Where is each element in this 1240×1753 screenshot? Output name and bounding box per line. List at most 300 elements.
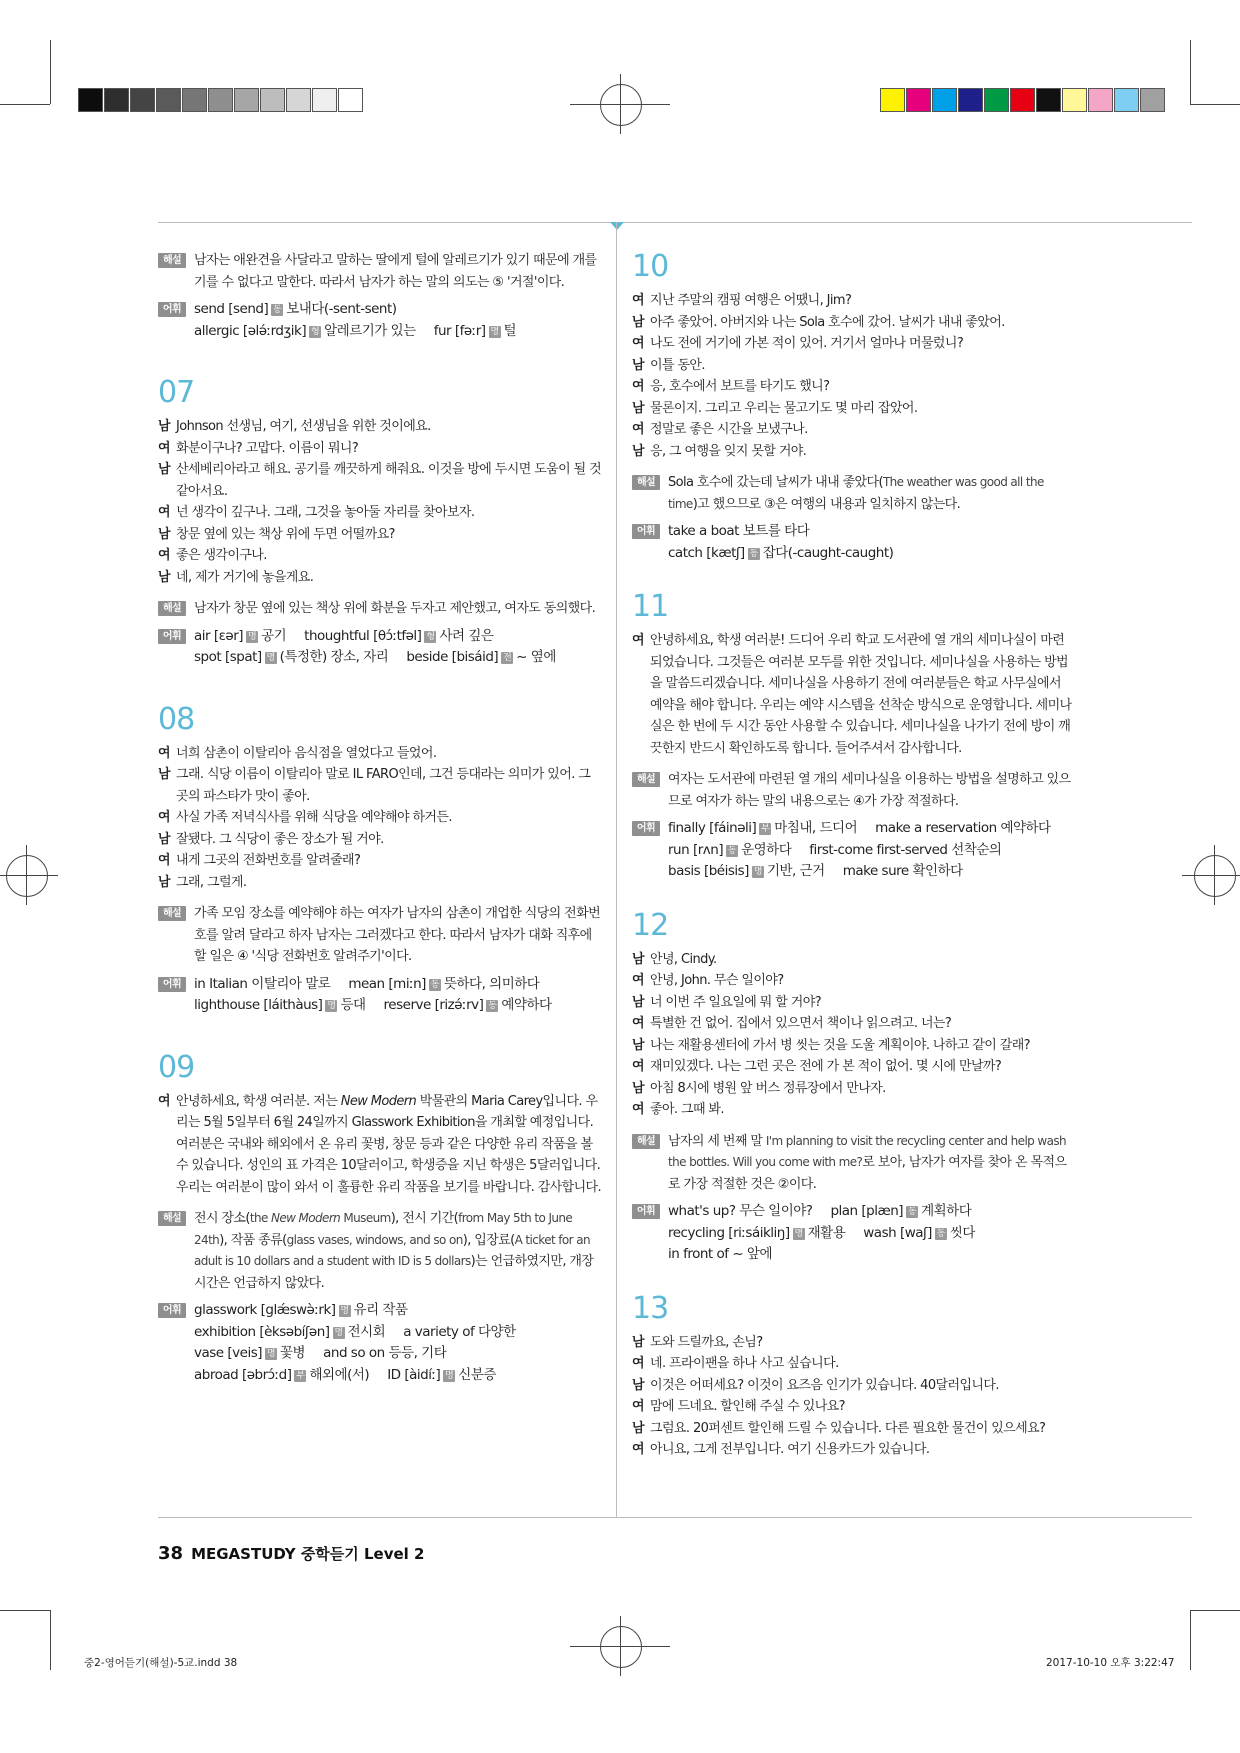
- top-rule-marker: [610, 222, 624, 230]
- vocab-row: [194, 299, 602, 321]
- registration-mark: [620, 1616, 621, 1676]
- vocab-meaning: ~ 앞에: [732, 1246, 773, 1262]
- registration-mark: [1194, 855, 1236, 897]
- dialogue-line: [632, 949, 1072, 971]
- vocab-entry: [194, 628, 286, 644]
- vocab-block: [158, 974, 602, 1017]
- line-text: Johnson 선생님, 여기, 선생님을 위한 것이에요.: [176, 419, 431, 434]
- explanation-badge: 해설: [158, 601, 186, 616]
- dialogue: [158, 743, 602, 894]
- line-text: 네, 제가 거기에 놓을게요.: [176, 569, 314, 585]
- explanation-badge: 해설: [158, 1211, 186, 1226]
- vocab-meaning: 보트를 타다: [742, 523, 810, 539]
- speaker-label: 남: [632, 1334, 644, 1350]
- dialogue-line: [632, 1332, 1072, 1354]
- vocab-entry: [668, 1225, 845, 1241]
- dialogue: [158, 416, 602, 588]
- speaker-label: 여: [632, 973, 644, 988]
- gray-swatch-bar: [78, 88, 364, 114]
- speaker-label: 남: [632, 400, 644, 416]
- line-text: 아니요, 그게 전부입니다. 여기 신용카드가 있습니다.: [650, 1442, 930, 1457]
- vocab-meaning: 사려 깊은: [439, 627, 494, 644]
- vocab-block: [632, 521, 1072, 564]
- vocab-meaning: 전시회: [347, 1323, 386, 1340]
- vocab-badge: 어휘: [632, 821, 660, 836]
- section-number: 08: [158, 701, 195, 737]
- vocab-row: [194, 1343, 602, 1365]
- vocab-entry: [194, 997, 366, 1013]
- museum-name: New Modern: [270, 1211, 341, 1225]
- explanation-english: The weather was good all the time: [668, 475, 1044, 511]
- page-footer: [158, 1543, 424, 1564]
- part-of-speech-badge: 동: [430, 979, 440, 990]
- color-swatch: [1062, 88, 1087, 112]
- vocab-entry: [387, 1367, 496, 1383]
- speaker-label: 여: [158, 745, 170, 761]
- vocab-word: send [send]: [194, 301, 269, 317]
- part-of-speech-badge: 형: [311, 326, 320, 337]
- vocab-word: basis [béisis]: [668, 863, 749, 879]
- line-text: 특별한 건 없어. 집에서 있으면서 책이나 읽으려고. 너는?: [650, 1016, 952, 1031]
- part-of-speech-badge: 동: [936, 1228, 945, 1239]
- vocab-meaning: 보내다(-sent-sent): [286, 301, 397, 317]
- line-text: 너 이번 주 일요일에 뭐 할 거야?: [650, 994, 821, 1010]
- vocab-entry: [194, 323, 416, 339]
- vocab-meaning: 마침내, 드디어: [774, 820, 858, 836]
- registration-mark: [6, 855, 48, 897]
- line-text: 그래, 그럴게.: [176, 874, 247, 890]
- dialogue-line: [632, 1353, 1072, 1375]
- color-swatch: [260, 88, 285, 112]
- color-swatch: [1114, 88, 1139, 112]
- line-text: 산세베리아라고 해요. 공기를 깨끗하게 해줘요. 이것을 방에 두시면 도움이 될 것 같아서요.: [176, 462, 602, 499]
- dialogue-line: [632, 333, 1072, 355]
- vocab-meaning: 알레르기가 있는: [324, 322, 416, 339]
- speaker-label: 남: [158, 831, 170, 847]
- dialogue-line: [158, 524, 602, 546]
- vocab-word: air [ɛər]: [194, 627, 244, 644]
- section-07: [158, 376, 602, 669]
- vocab-word: in Italian: [194, 975, 248, 992]
- color-swatch: [182, 88, 207, 112]
- vocab-entry: [863, 1225, 975, 1241]
- vocab-meaning: 뜻하다, 의미하다: [443, 975, 540, 992]
- vocab-entry: [194, 1345, 305, 1361]
- top-rule: [158, 222, 1192, 223]
- part-of-speech-badge: 명: [334, 1327, 343, 1338]
- color-swatch: [78, 88, 103, 112]
- color-swatch: [1088, 88, 1113, 112]
- vocab-meaning: ~ 옆에: [516, 649, 556, 665]
- explanation-badge: 해설: [158, 253, 186, 268]
- line-text: 좋은 생각이구나.: [176, 548, 267, 563]
- part-of-speech-badge: 부: [296, 1370, 305, 1381]
- color-swatch: [234, 88, 259, 112]
- vocab-meaning: 재활용: [807, 1224, 846, 1241]
- line-text: 응, 그 여행을 잊지 못할 거야.: [650, 443, 807, 459]
- vocab-word: mean [miːn]: [348, 975, 426, 992]
- vocab-word: recycling [riːsáikliŋ]: [668, 1224, 790, 1241]
- speaker-label: 남: [632, 1080, 644, 1096]
- vocab-entry: [668, 1246, 772, 1262]
- dialogue-line: [158, 438, 602, 460]
- speaker-label: 여: [632, 1059, 644, 1074]
- explanation-block: [158, 598, 602, 620]
- dialogue-line: [158, 872, 602, 894]
- section-number: 07: [158, 375, 195, 410]
- vocab-entry: [194, 1367, 369, 1383]
- dialogue-line: [632, 1056, 1072, 1078]
- registration-mark: [0, 875, 58, 876]
- part-of-speech-badge: 동: [727, 845, 737, 856]
- explanation-english: glass vases, windows, and so on: [286, 1232, 463, 1247]
- explanation-text: 여자는 도서관에 마련된 열 개의 세미나실을 이용하는 방법을 설명하고 있으므로 여자가 하는 말의 내용으로는 ④가 가장 적절하다.: [668, 772, 1071, 809]
- speaker-label: 남: [632, 314, 644, 330]
- vocab-row: [668, 543, 1072, 565]
- registration-mark: [1214, 845, 1215, 905]
- vocab-word: fur [fəːr]: [433, 322, 486, 339]
- part-of-speech-badge: 명: [445, 1370, 454, 1381]
- registration-mark: [1182, 875, 1240, 876]
- explanation-text: 남자는 애완견을 사달라고 말하는 딸에게 털에 알레르기가 있기 때문에 개를 기를 수 없다고 말한다. 따라서 남자가 하는 말의 의도는 ⑤ '거절'이다.: [194, 253, 597, 290]
- vocab-meaning: 선착순의: [951, 841, 1002, 858]
- speaker-label: 남: [158, 767, 170, 782]
- line-text: 정말로 좋은 시간을 보냈구나.: [650, 422, 808, 437]
- vocab-meaning: 예약하다: [501, 997, 552, 1013]
- explanation-text: )고 했으므로 ③은 여행의 내용과 일치하지 않는다.: [692, 496, 961, 512]
- color-swatch: [1140, 88, 1165, 112]
- speaker-label: 남: [632, 951, 644, 967]
- dialogue-line: [632, 992, 1072, 1014]
- line-text: 사실 가족 저녁식사를 위해 식당을 예약해야 하거든.: [176, 810, 452, 825]
- section-number: 09: [158, 1049, 195, 1085]
- vocab-word: in front of: [668, 1246, 729, 1262]
- dialogue: [632, 290, 1072, 462]
- vocab-row: [668, 521, 1072, 543]
- speaker-label: 여: [632, 336, 644, 351]
- vocab-word: make a reservation: [875, 820, 997, 836]
- line-text: 좋아. 그때 봐.: [650, 1102, 724, 1117]
- vocab-word: a variety of: [403, 1323, 475, 1340]
- vocab-meaning: 공기: [261, 627, 287, 644]
- speaker-label: 여: [632, 1102, 644, 1117]
- part-of-speech-badge: 명: [266, 1349, 276, 1359]
- vocab-meaning: 씻다: [949, 1224, 975, 1241]
- monologue: [158, 1091, 602, 1199]
- section-number: 13: [632, 1290, 669, 1326]
- vocab-entry: [668, 820, 857, 836]
- color-swatch: [1036, 88, 1061, 112]
- vocab-entry: [668, 863, 825, 879]
- crop-mark: [0, 1610, 50, 1611]
- section-number: 10: [632, 249, 669, 284]
- vocab-row: [668, 861, 1072, 883]
- section-13: [632, 1292, 1072, 1461]
- vocab-word: allergic [ələ́ːrdʒik]: [194, 322, 307, 339]
- dialogue-line: [632, 398, 1072, 420]
- vocab-meaning: 꽃병: [280, 1345, 306, 1361]
- vocab-block: [632, 818, 1072, 883]
- vocab-row: [194, 626, 602, 648]
- crop-mark: [1190, 1610, 1191, 1670]
- line-text: 그래. 식당 이름이 이탈리아 말로 IL FARO인데, 그건 등대라는 의미가 있어. 그곳의 파스타가 맛이 좋아.: [176, 767, 591, 804]
- explanation-block: [158, 903, 602, 968]
- line-text: 아침 8시에 병원 앞 버스 정류장에서 만나자.: [650, 1080, 886, 1096]
- explanation-text: ), 작품 종류(: [219, 1232, 287, 1248]
- line-text: 잘됐다. 그 식당이 좋은 장소가 될 거야.: [176, 831, 384, 847]
- dialogue-line: [632, 1439, 1072, 1461]
- line-text: 안녕, Cindy.: [650, 951, 717, 967]
- vocab-badge: 어휘: [158, 302, 186, 317]
- explanation-english: A ticket for an adult is 10 dollars and a student with ID is 5 dollars: [194, 1232, 590, 1268]
- color-swatch: [312, 88, 337, 112]
- part-of-speech-badge: 명: [490, 326, 499, 337]
- vocab-meaning: 신분증: [458, 1366, 496, 1383]
- color-swatch: [208, 88, 233, 112]
- line-text: 이틀 동안.: [650, 357, 705, 373]
- vocab-word: beside [bisáid]: [406, 649, 499, 665]
- vocab-word: spot [spat]: [194, 649, 262, 665]
- dialogue-line: [632, 355, 1072, 377]
- speaker-label: 남: [632, 1037, 644, 1053]
- right-column: [632, 250, 1072, 1461]
- slug-file: 중2-영어듣기(해설)-5교.indd 38: [84, 1657, 238, 1669]
- vocab-meaning: 등등, 기타: [388, 1345, 447, 1361]
- book-title: MEGASTUDY 중학듣기 Level 2: [191, 1545, 425, 1563]
- line-text: 맘에 드네요. 할인해 주실 수 있나요?: [650, 1399, 845, 1414]
- speaker-label: 남: [158, 874, 170, 890]
- vocab-word: finally [fáinəli]: [668, 820, 757, 836]
- speaker-label: 여: [632, 1016, 644, 1031]
- line-text: 네. 프라이팬을 하나 사고 싶습니다.: [650, 1356, 839, 1371]
- line-text: 창문 옆에 있는 책상 위에 두면 어떨까요?: [176, 526, 395, 542]
- dialogue-line: [158, 545, 602, 567]
- dialogue-line: [158, 459, 602, 502]
- vocab-word: catch [kætʃ]: [668, 544, 745, 561]
- line-text: 화분이구나? 고맙다. 이름이 뭐니?: [176, 440, 359, 456]
- vocab-entry: [830, 1203, 971, 1219]
- vocab-meaning: 이탈리아 말로: [251, 975, 331, 992]
- dialogue-line: [632, 312, 1072, 334]
- vocab-entry: [668, 1203, 812, 1219]
- speaker-label: 남: [158, 462, 170, 477]
- dialogue-line: [158, 1091, 602, 1199]
- vocab-entry: [194, 301, 397, 317]
- vocab-entry: [668, 523, 809, 539]
- vocab-row: [668, 840, 1072, 862]
- vocab-row: [194, 647, 602, 669]
- vocab-entry: [406, 649, 556, 665]
- color-swatch: [130, 88, 155, 112]
- dialogue-line: [158, 567, 602, 589]
- dialogue-line: [632, 630, 1072, 759]
- vocab-entry: [348, 976, 539, 992]
- dialogue-line: [158, 850, 602, 872]
- part-of-speech-badge: 명: [794, 1228, 803, 1239]
- color-swatch: [104, 88, 129, 112]
- explanation-text: 남자가 창문 옆에 있는 책상 위에 화분을 두자고 제안했고, 여자도 동의했다.: [194, 601, 596, 616]
- explanation-badge: 해설: [632, 1134, 660, 1149]
- vocab-row: [194, 1300, 602, 1322]
- line-text: 너희 삼촌이 이탈리아 음식점을 열었다고 들었어.: [176, 745, 437, 761]
- vocab-word: first-come first-served: [809, 841, 948, 858]
- line-text: 나는 재활용센터에 가서 병 씻는 것을 도울 계획이야. 나하고 같이 갈래?: [650, 1037, 1030, 1053]
- vocab-meaning: 기반, 근거: [766, 863, 825, 879]
- dialogue: [632, 1332, 1072, 1461]
- section-08: [158, 703, 602, 1017]
- explanation-badge: 해설: [158, 906, 186, 921]
- speaker-label: 여: [632, 293, 644, 308]
- line-text: 아주 좋았어. 아버지와 나는 Sola 호수에 갔어. 날씨가 내내 좋았어.: [650, 314, 1005, 330]
- museum-name: New Modern: [340, 1093, 417, 1109]
- speaker-label: 여: [632, 379, 644, 394]
- color-swatch: [286, 88, 311, 112]
- explanation-text: 남자의 세 번째 말: [668, 1133, 766, 1149]
- vocab-row: [194, 995, 602, 1017]
- speaker-label: 남: [632, 443, 644, 459]
- column-divider: [616, 222, 617, 1517]
- line-text: 도와 드릴까요, 손님?: [650, 1334, 763, 1350]
- vocab-row: [194, 321, 602, 343]
- speaker-label: 남: [632, 994, 644, 1010]
- vocab-entry: [843, 863, 963, 879]
- vocab-entry: [304, 628, 493, 644]
- section-09: [158, 1051, 602, 1387]
- speaker-label: 여: [158, 505, 170, 520]
- part-of-speech-badge: 명: [266, 653, 275, 663]
- vocab-word: thoughtful [θɔ́ːtfəl]: [304, 627, 422, 644]
- section-number: 11: [632, 589, 669, 624]
- vocab-word: wash [waʃ]: [863, 1224, 932, 1241]
- vocab-meaning: 운영하다: [741, 841, 792, 858]
- part-of-speech-badge: 명: [753, 867, 763, 877]
- dialogue-line: [158, 416, 602, 438]
- part-of-speech-badge: 명: [247, 631, 257, 642]
- vocab-word: lighthouse [láithàus]: [194, 997, 323, 1013]
- vocab-entry: [875, 820, 1050, 836]
- monologue: [632, 630, 1072, 759]
- speaker-label: 남: [632, 1420, 644, 1436]
- speaker-label: 여: [158, 440, 170, 456]
- explanation-text: 로 보아, 남자가 여자를 찾아 온 목적으로 가장 적절한 것은 ②이다.: [668, 1155, 1067, 1192]
- part-of-speech-badge: 명: [340, 1306, 349, 1316]
- vocab-word: vase [veis]: [194, 1345, 263, 1361]
- vocab-entry: [668, 842, 791, 858]
- explanation-text: ), 입장료(: [462, 1232, 515, 1248]
- vocab-word: abroad [əbrɔ́ːd]: [194, 1366, 292, 1383]
- bottom-rule: [158, 1517, 1192, 1518]
- line-text: 넌 생각이 깊구나. 그래, 그것을 놓아둘 자리를 찾아보자.: [176, 505, 475, 520]
- dialogue-line: [632, 970, 1072, 992]
- vocab-meaning: 확인하다: [912, 863, 963, 879]
- color-swatch: [1010, 88, 1035, 112]
- speaker-label: 여: [158, 810, 170, 825]
- vocab-block: [158, 626, 602, 669]
- speaker-label: 남: [158, 569, 170, 585]
- dialogue-line: [632, 1418, 1072, 1440]
- explanation-badge: 해설: [632, 772, 660, 787]
- line-text: 안녕하세요, 학생 여러분. 저는: [176, 1093, 341, 1109]
- explanation-block: [632, 769, 1072, 812]
- page-number: 38: [158, 1543, 184, 1564]
- crop-mark: [50, 1610, 51, 1670]
- line-text: 안녕하세요, 학생 여러분! 드디어 우리 학교 도서관에 열 개의 세미나실이 마련되었습니다. 그것들은 여러분 모두를 위한 것입니다. 세미나실을 사용하는 방법을 말씀드리겠습니다. 세미나실을 사용하기 전에 여러분들은 학교 사무실에서 예약을 해야 합니다. 우리는 예약 시스템을 선착순 방식으로 운영합니다. 세미나실은 한 번에 두 시간 동안 사용할 수 있습니다. 세미나실을 나가기 전에 방이 깨끗한지 반드시 확인하도록 합니다. 들어주셔서 감사합니다.: [650, 633, 1072, 756]
- crop-mark: [50, 40, 51, 104]
- vocab-row: [668, 1244, 1072, 1266]
- vocab-meaning: 예약하다: [1000, 820, 1051, 836]
- part-of-speech-badge: 동: [488, 1001, 497, 1011]
- color-swatch: [958, 88, 983, 112]
- line-text: 이것은 어떠세요? 이것이 요즈음 인기가 있습니다. 40달러입니다.: [650, 1377, 999, 1393]
- explanation-english: I'm planning to visit the recycling center and help wash the bottles. Will you come with me?: [668, 1133, 1067, 1169]
- explanation-text: 전시 장소(: [194, 1211, 250, 1226]
- part-of-speech-badge: 부: [761, 824, 770, 834]
- line-text: 그럼요. 20퍼센트 할인해 드릴 수 있습니다. 다른 필요한 물건이 있으세요?: [650, 1420, 1046, 1436]
- explanation-text: 가족 모임 장소를 예약해야 하는 여자가 남자의 삼촌이 개업한 식당의 전화번호를 알려 달라고 하자 남자는 그러겠다고 한다. 따라서 남자가 대화 직후에 할 일은 ④ '식당 전화번호 알려주기'이다.: [194, 906, 601, 964]
- vocab-word: ID [àidíː]: [387, 1366, 441, 1383]
- explanation-block: [632, 1131, 1072, 1196]
- explanation-text: ), 전시 기간(: [390, 1211, 459, 1226]
- dialogue-line: [632, 441, 1072, 463]
- line-text: 내게 그곳의 전화번호를 알려줄래?: [176, 853, 361, 868]
- section-11: [632, 590, 1072, 883]
- vocab-word: and so on: [323, 1345, 385, 1361]
- dialogue-line: [632, 376, 1072, 398]
- vocab-meaning: 계획하다: [921, 1203, 972, 1219]
- line-text: 나도 전에 거기에 가본 적이 있어. 거기서 얼마나 머물렀니?: [650, 336, 964, 351]
- part-of-speech-badge: 전: [503, 653, 512, 663]
- line-text: 안녕, John. 무슨 일이야?: [650, 973, 784, 988]
- vocab-meaning: 잡다(-caught-caught): [762, 544, 894, 561]
- line-text: 박물관의 Maria Carey입니다. 우리는 5월 5일부터 6월 24일까지 Glasswork Exhibition을 개최할 예정입니다. 여러분은 국내와 해외에서 온 유리 꽃병, 창문 등과 같은 다양한 유리 작품을 볼 수 있습니다. 성인의 표 가격은 10달러이고, 학생증을 지닌 학생은 5달러입니다. 우리는 여러분이 많이 와서 이 훌륭한 유리 작품을 보기를 바랍니다. 감사합니다.: [176, 1093, 602, 1195]
- line-text: 응, 호수에서 보트를 타기도 했니?: [650, 379, 830, 394]
- crop-mark: [0, 104, 50, 105]
- dialogue-line: [632, 1013, 1072, 1035]
- vocab-word: glasswork [glǽswə̀ːrk]: [194, 1302, 336, 1318]
- vocab-block: [158, 299, 602, 342]
- dialogue: [632, 949, 1072, 1121]
- section-number: 12: [632, 907, 669, 943]
- registration-mark: [620, 74, 621, 134]
- speaker-label: 여: [158, 548, 170, 563]
- vocab-entry: [668, 545, 893, 561]
- registration-mark: [600, 1626, 642, 1668]
- speaker-label: 여: [158, 1093, 170, 1109]
- part-of-speech-badge: 동: [749, 548, 758, 559]
- vocab-meaning: (특정한) 장소, 자리: [279, 649, 389, 665]
- section-10: [632, 250, 1072, 564]
- speaker-label: 여: [632, 1356, 644, 1371]
- explanation-badge: 해설: [632, 475, 660, 490]
- speaker-label: 남: [632, 1377, 644, 1393]
- vocab-word: reserve [rizə́ːrv]: [383, 997, 484, 1013]
- vocab-entry: [403, 1324, 515, 1340]
- vocab-meaning: 유리 작품: [353, 1302, 408, 1318]
- vocab-badge: 어휘: [158, 1303, 186, 1318]
- part-of-speech-badge: 명: [327, 1001, 336, 1011]
- dialogue-line: [632, 1078, 1072, 1100]
- dialogue-line: [632, 1099, 1072, 1121]
- vocab-word: what's up?: [668, 1203, 736, 1219]
- vocab-entry: [384, 997, 552, 1013]
- color-swatch: [338, 88, 363, 112]
- dialogue-line: [632, 419, 1072, 441]
- dialogue-line: [158, 829, 602, 851]
- explanation-english: the: [249, 1211, 271, 1225]
- dialogue-line: [632, 1396, 1072, 1418]
- color-swatch-bar: [880, 88, 1166, 114]
- explanation-text: Sola 호수에 갔는데 날씨가 내내 좋았다(: [668, 475, 883, 490]
